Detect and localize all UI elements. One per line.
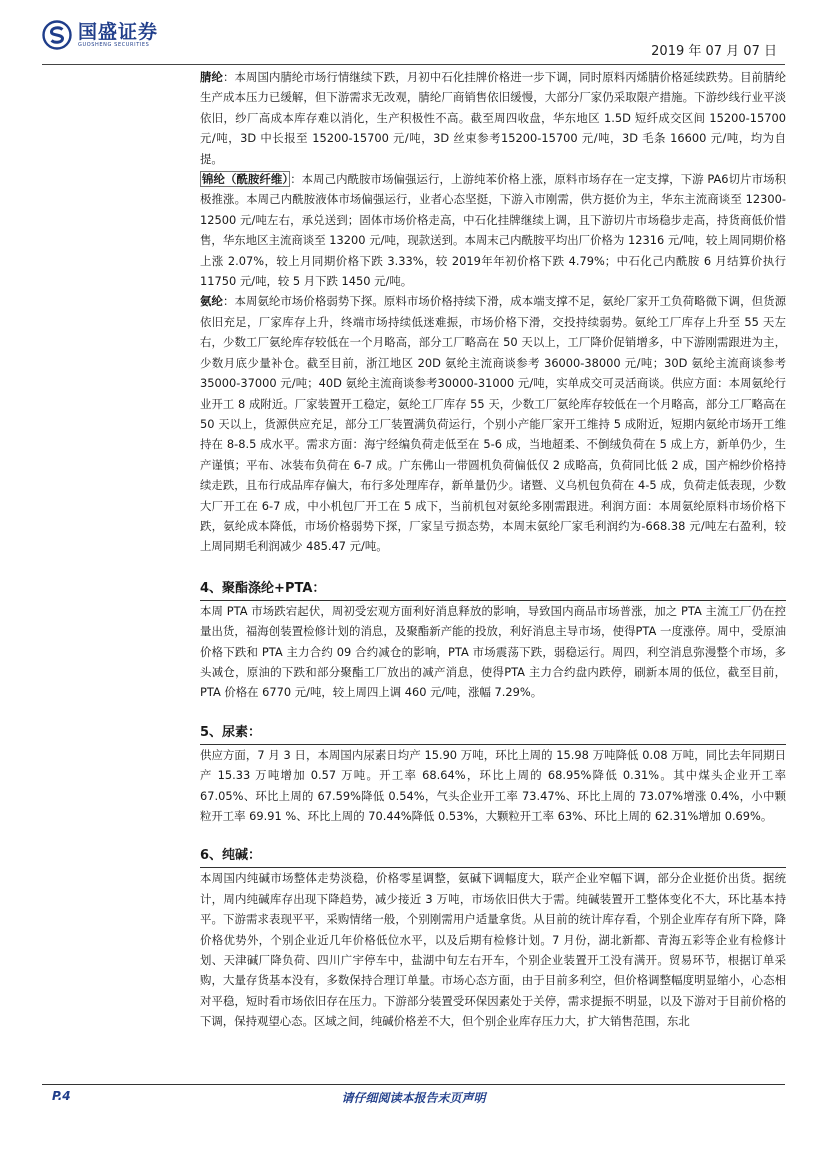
page-number: P.4 bbox=[52, 1089, 71, 1103]
company-logo bbox=[42, 20, 158, 50]
report-date: 2019 年 07 月 07 日 bbox=[651, 44, 777, 59]
section-title: 4、聚酯涤纶+PTA： bbox=[200, 580, 326, 596]
section-divider bbox=[200, 744, 786, 745]
paragraph-lead: 锦纶（酰胺纤维） bbox=[202, 172, 289, 187]
paragraph-text: ：本周氨纶市场价格弱势下探。原料市场价格持续下滑，成本端支撑不足，氨纶厂家开工负荷略微下调，但货源依旧充足，厂家库存上升，终端市场持续低迷难振，市场价格下滑，交投持续弱势。氨纶工厂库存上升至 55 天左右，少数工厂氨纶库存较低在一个月略高，部分工厂略高在 50 天以上，工厂降价促销增多，中下游刚需跟进为主，少数月底少量补仓。截至目前，浙江地区 20D 氨纶主流商谈参考 36000-38000 元/吨；30D 氨纶主流商谈参考 35000-37000 元/吨；40D 氨纶主流商谈参考30000-31000 元/吨，实单成交可灵活商谈。供应方面：本周氨纶行业开工 8 成附近。厂家装置开工稳定，氨纶工厂库存 55 天，少数工厂氨纶库存较低在一个月略高，部分工厂略高在 50 天以上，货源供应充足，部分工厂装置满负荷运行，个别小产能厂家开工维持 5 成附近，短期内氨纶市场开工维持在 8-8.5 成水平。需求方面：海宁经编负荷走低至在 5-6 成，当地超柔、不倒绒负荷在 5 成上方，新单仍少，生产谨慎；平布、冰装布负荷在 6-7 成。广东佛山一带圆机负荷偏低仅 2 成略高，负荷同比低 2 成，国产棉纱价格持续走跌，且布行成品库存偏大，布行多处理库存，新单量仍少。诸暨、义乌机包负荷在 4-5 成，负荷走低表现，少数大厂开工在 6-7 成，中小机包厂开工在 5 成下，当前机包对氨纶多刚需跟进。利润方面：本周氨纶原料市场价格下跌，氨纶成本降低，市场价格弱势下探，厂家呈亏损态势，本周末氨纶厂家毛利润约为-668.38 元/吨左右盈利，较上周同期毛利润减少 485.47 元/吨。 bbox=[200, 294, 786, 554]
paragraph-spandex bbox=[200, 291, 786, 556]
logo-subname: GUOSHENG SECURITIES bbox=[78, 41, 150, 48]
section-heading-pta bbox=[200, 577, 786, 601]
footer-divider bbox=[42, 1084, 785, 1085]
main-content bbox=[200, 67, 786, 1032]
paragraph-nylon bbox=[200, 169, 786, 291]
paragraph-pta: 本周 PTA 市场跌宕起伏，周初受宏观方面利好消息释放的影响，导致国内商品市场普涨，加之 PTA 主流工厂仍在控量出货，福海创装置检修计划的消息，及聚酯新产能的投放，利好消息主导市场，使得PTA 一度涨停。周中，受原油价格下跌和 PTA 主力合约 09 合约减仓的影响，PTA 市场震荡下跌，弱稳运行。周四，利空消息弥漫整个市场，多头减仓，原油的下跌和部分聚酯工厂放出的减产消息，使得PTA 主力合约盘内跌停，刷新本周的低位，截至目前，PTA 价格在 6770 元/吨，较上周四上调 460 元/吨，涨幅 7.29%。 bbox=[200, 603, 786, 700]
section-divider bbox=[200, 867, 786, 868]
paragraph-acrylic bbox=[200, 67, 786, 169]
section-title: 5、尿素： bbox=[200, 724, 262, 740]
paragraph-text: ：本周国内腈纶市场行情继续下跌，月初中石化挂牌价格进一步下调，同时原料丙烯腈价格延续跌势。目前腈纶生产成本压力已缓解，但下游需求无改观，腈纶厂商销售依旧缓慢，大部分厂家仍采取限产措施。下游纱线行业平淡依旧，纱厂高成本库存难以消化，生产积极性不高。截至周四收盘，华东地区 1.5D 短纤成交区间 15200-15700 元/吨，3D 中长报至 15200-15700 元/吨，3D 丝束参考15200-15700 元/吨，3D 毛条 16600 元/吨，均为自提。 bbox=[200, 70, 786, 166]
page-header bbox=[42, 20, 785, 62]
paragraph-soda-ash: 本周国内纯碱市场整体走势淡稳，价格零星调整，氨碱下调幅度大，联产企业窄幅下调，部分企业挺价出货。据统计，周内纯碱库存出现下降趋势，减少接近 3 万吨，市场依旧供大于需。纯碱装置开工整体变化不大，环比基本持平。下游需求表现平平，采购情绪一般，个别刚需用户适量拿货。从目前的统计库存看，个别企业库存有所下降，降价格优势外，个别企业近几年价格低位水平，以及后期有检修计划。7 月份，湖北新都、青海五彩等企业有检修计划、天津碱厂降负荷、四川广宇停车中，盐湖中旬左右开车，个别企业装置开工没有满开。贸易环节，根据订单采购，大量存货基本没有，多数保持合理订单量。市场心态方面，由于目前多利空，但价格调整幅度明显缩小，心态相对平稳，短时看市场依旧存在压力。下游部分装置受环保因素处于关停，需求提振不明显，以及下游对于目前价格的下调，保持观望心态。区域之间，纯碱价格差不大，但个别企业库存压力大，扩大销售范围，东北 bbox=[200, 871, 786, 1029]
logo-icon bbox=[42, 20, 72, 50]
paragraph-text: ：本周己内酰胺市场偏强运行，上游纯苯价格上涨，原料市场存在一定支撑，下游 PA6切片市场积极推涨。本周己内酰胺液体市场偏强运行，业者心态坚挺，下游入市刚需，供方挺价为主，华东主流商谈至 12300-12500 元/吨左右，承兑送到；固体市场价格走高，中石化挂牌继续上调，且下游切片市场稳步走高，持货商低价惜售，华东地区主流商谈至 13200 元/吨，现款送到。本周末己内酰胺平均出厂价格为 12316 元/吨，较上周同期价格上涨 2.07%，较上月同期价格下跌 3.33%，较 2019年年初价格下跌 4.79%；中石化己内酰胺 6 月结算价执行 11750 元/吨，较 5 月下跌 1450 元/吨。 bbox=[200, 172, 786, 289]
paragraph-lead: 腈纶 bbox=[200, 70, 223, 84]
paragraph-urea: 供应方面，7 月 3 日，本周国内尿素日均产 15.90 万吨，环比上周的 15.98 万吨降低 0.08 万吨，同比去年同期日产 15.33 万吨增加 0.57 万吨。开工率 68.64%，环比上周的 68.95%降低 0.31%。其中煤头企业开工率 67.05%、环比上周的 67.59%降低 0.54%，气头企业开工率 73.47%、环比上周的 73.07%增涨 0.4%，小中颗粒开工率 69.91 %、环比上周的 70.44%降低 0.53%，大颗粒开工率 63%、环比上周的 62.31%增加 0.69%。 bbox=[200, 747, 786, 823]
section-title: 6、纯碱： bbox=[200, 848, 262, 864]
footer-disclaimer: 请仔细阅读本报告末页声明 bbox=[341, 1091, 486, 1105]
section-heading-urea bbox=[200, 721, 786, 745]
section-divider bbox=[200, 600, 786, 601]
paragraph-lead: 氨纶 bbox=[200, 294, 223, 309]
page-footer bbox=[42, 1089, 785, 1109]
header-divider bbox=[42, 64, 785, 65]
section-heading-soda-ash bbox=[200, 844, 786, 868]
logo-name: 国盛证券 bbox=[78, 20, 159, 43]
